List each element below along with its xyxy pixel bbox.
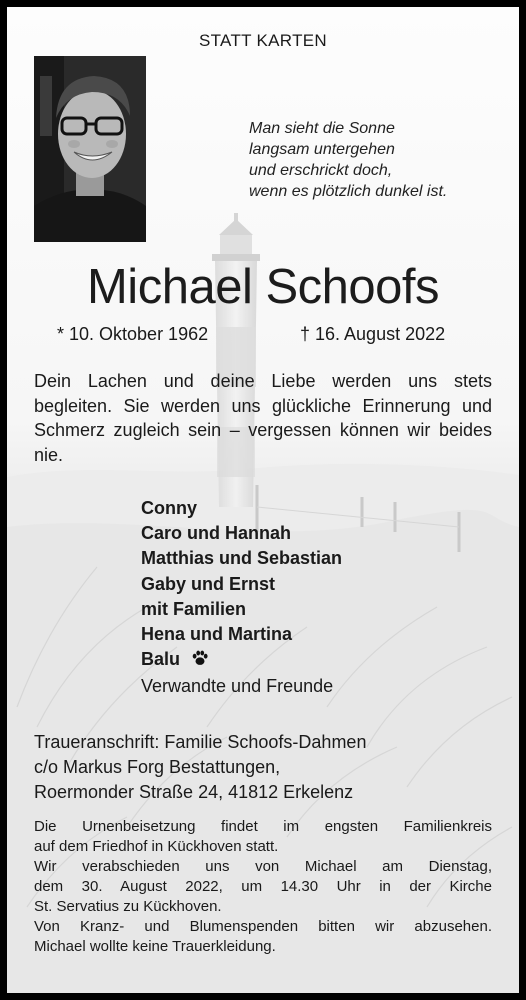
notice-line: St. Servatius zu Kückhoven. bbox=[34, 898, 222, 915]
quote-line: und erschrickt doch, bbox=[249, 162, 393, 179]
notice-line: auf dem Friedhof in Kückhoven statt. bbox=[34, 838, 279, 855]
mourner-name: Matthias und Sebastian bbox=[141, 548, 343, 569]
quote-line: wenn es plötzlich dunkel ist. bbox=[249, 183, 448, 200]
mourner-relatives: Verwandte und Freunde bbox=[141, 676, 334, 697]
mourners-list bbox=[141, 496, 342, 700]
deceased-name: Michael Schoofs bbox=[86, 260, 439, 314]
header-title: STATT KARTEN bbox=[199, 31, 327, 50]
address-line: Roermonder Straße 24, 41812 Erkelenz bbox=[34, 782, 354, 802]
paw-icon bbox=[191, 649, 209, 674]
address-line: Traueranschrift: Familie Schoofs-Dahmen bbox=[34, 732, 367, 752]
mourner-name: Conny bbox=[141, 498, 197, 518]
farewell-message: Dein Lachen und deine Liebe werden uns stets begleiten. Sie werden uns glückliche Erinnerung und Schmerz zugleich sein – vergessen können wir beides nie. bbox=[34, 371, 492, 465]
death-date: † 16. August 2022 bbox=[300, 324, 446, 344]
mourner-name: mit Familien bbox=[141, 598, 247, 619]
notice-line: dem 30. August 2022, um 14.30 Uhr in der Kirche bbox=[34, 878, 492, 895]
quote-line: Man sieht die Sonne bbox=[249, 120, 395, 137]
notice-line: Die Urnenbeisetzung findet im engsten Familienkreis bbox=[34, 818, 492, 835]
address-line: c/o Markus Forg Bestattungen, bbox=[34, 757, 281, 777]
notice-line: Von Kranz- und Blumenspenden bitten wir abzusehen. bbox=[34, 918, 492, 935]
mourner-name: Gaby und Ernst bbox=[141, 573, 276, 594]
birth-date: * 10. Oktober 1962 bbox=[57, 324, 209, 344]
quote-text bbox=[249, 118, 509, 202]
mourning-address bbox=[34, 730, 366, 805]
mourner-name: Caro und Hannah bbox=[141, 523, 292, 544]
quote-line: langsam untergehen bbox=[249, 141, 395, 158]
pet-name: Balu bbox=[141, 649, 181, 670]
portrait-photo bbox=[34, 56, 146, 242]
mourner-name: Hena und Martina bbox=[141, 624, 293, 645]
funeral-notice bbox=[34, 817, 492, 957]
notice-line: Wir verabschieden uns von Michael am Dienstag, bbox=[34, 858, 492, 875]
mourner-pet bbox=[141, 647, 342, 674]
notice-line: Michael wollte keine Trauerkleidung. bbox=[34, 938, 276, 955]
